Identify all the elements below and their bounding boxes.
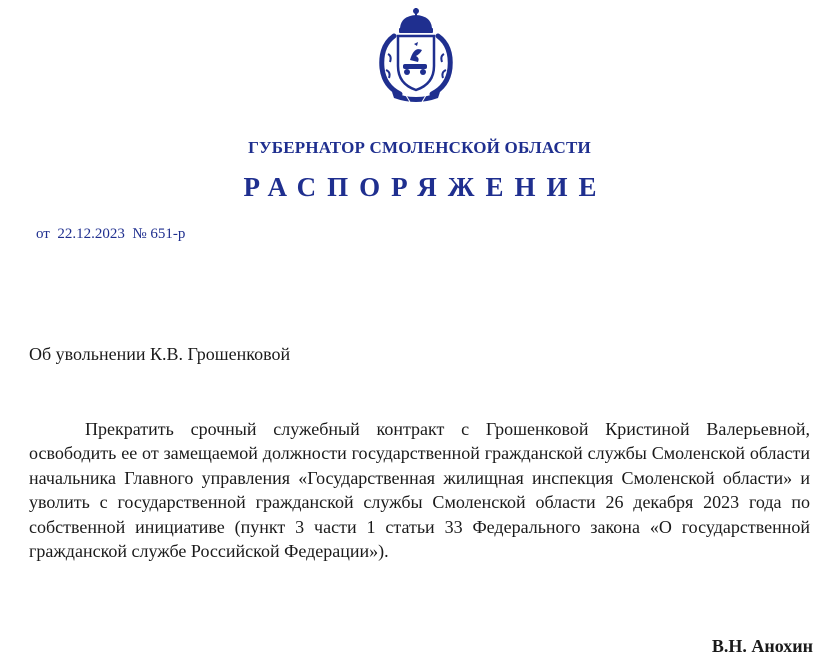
document-body-paragraph: Прекратить срочный служебный контракт с Грошенковой Кристиной Валерьевной, освободить ее от замещаемой должности государственной гражданской службы Смоленской области начальника Главного управления «Государственная жилищная инспекция Смоленской области» и уволить с государственной гражданской службы Смоленской области 26 декабря 2023 года по собственной инициативе (пункт 3 части 1 статьи 33 Федерального закона «О государственной гражданской службе Российской Федерации»). <box>29 419 810 562</box>
document-number: 651-р <box>150 226 186 242</box>
coat-of-arms-icon <box>370 6 462 106</box>
document-type-title: РАСПОРЯЖЕНИЕ <box>243 172 608 202</box>
number-prefix: № <box>132 226 147 242</box>
document-date: 22.12.2023 <box>57 226 125 242</box>
document-subject: Об увольнении К.В. Грошенковой <box>29 344 291 364</box>
date-prefix: от <box>36 226 50 242</box>
issuing-authority: ГУБЕРНАТОР СМОЛЕНСКОЙ ОБЛАСТИ <box>248 138 591 157</box>
signatory-name: В.Н. Анохин <box>711 636 813 656</box>
document-date-number <box>36 226 185 243</box>
